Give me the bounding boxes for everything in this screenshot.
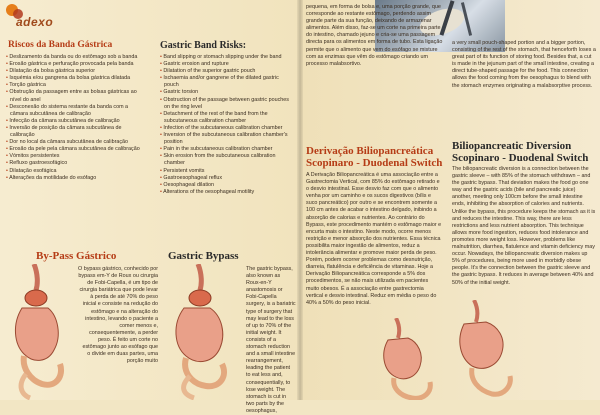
en-diversion-illustration	[452, 300, 516, 400]
pt-bypass-illustration	[4, 264, 74, 400]
risk-item: • Torção gástrica	[6, 82, 146, 89]
risk-item: • Dilatação da bolsa gástrica superior	[6, 68, 146, 75]
risk-item: • Persistent vomits	[160, 168, 294, 175]
en-diversion-text: The biliopancreatic diversion is a connection between the gastric sleeve – with 85% of the stomach withdrawn – and the gastric bypass. That deviation makes the food go one way and the gastric acids (bile and pancreatic juice) another, meeting only 100cm before the small intestine ends, inhibiting the absorption of calories and nutrients. Unlike the bypass, this procedure keeps the stomach as it is and reduces the intestine. This way, there are less restrictions and less nutrient absorption. This technique allows more food ingestion, reduces food intolerance and promotes more weight loss. However, problems like malnutrition, diarrhea, flatulence and vitamin deficiency may occur. Nowadays, the biliopancreatic diversion makes up 5% of procedures, being more used in morbidly obese people. It's the connection between the gastric sleeve and the gastric bypass. It reduces in average between 40% and 50% of the initial weight.	[452, 166, 596, 286]
risk-item: • Gastric erosion and rupture	[160, 61, 294, 68]
risk-item: • Isquémia e/ou gangrena da bolsa gástrica dilatada	[6, 75, 146, 82]
en-diversion-title-line2: Scopinaro - Duodenal Switch	[452, 152, 589, 164]
brand-logo	[6, 4, 54, 32]
en-bypass-title: Gastric Bypass	[168, 250, 239, 262]
risk-item: • Dilatação esofágica	[6, 168, 146, 175]
pt-diversion-title-line1: Derivação Biliopancreática	[306, 145, 434, 157]
risk-item: • Oesophageal dilation	[160, 182, 294, 189]
risk-item: • Detachment of the rest of the band from the subcutaneous calibration chamber	[160, 111, 294, 125]
pt-diversion-text: A Derivação Biliopancreática é uma associação entre a Gastrectomia Vertical, com 85% do estômago retirado e o desvio intestinal. Esse desvio faz com que o alimento venha por um caminho e os sucos digestivos (bílis e suco pancreático) por outro e se encontrem somente a 100 cm antes de acabar o intestino delgado, inibindo a absorção de calorias e nutrientes. Ao contrário do Bypass, este procedimento mantém o estômago maior e encurta mais o intestino. Neste modo, ocorre menos restrição e menor absorção dos nutrientes. Essa técnica possibilita maior ingestão de alimentos, reduz a intolerância alimentar e promove maior perda de peso. Porém, podem ocorrer problemas como desnutrição, diarreia, flatulência e deficiência de vitaminas. Hoje a Derivação Biliopancreática corresponde a 5% dos procedimentos, se não mais utilizada em pacientes muito obesos. É a associação entre gastrectomia vertical e desvio intestinal. Reduz em média o peso do 40% a 50% do peso inicial.	[306, 172, 442, 306]
risk-item: • Alterations of the oesophageal motility	[160, 189, 294, 196]
page-spine	[297, 0, 303, 400]
risk-item: • Skin erosion from the subcutaneous calibration chamber	[160, 153, 294, 167]
risk-item: • Band slipping or stomach slipping under the band	[160, 54, 294, 61]
risk-item: • Obstrução da passagem entre as bolsas gástricas ao nível do anel	[6, 89, 146, 103]
risk-item: • Dor no local da câmara subcutânea de calibração	[6, 139, 146, 146]
risk-item: • Pain in the subcutaneous calibration chamber	[160, 146, 294, 153]
en-risks-title: Gastric Band Risks:	[160, 40, 247, 51]
risk-item: • Gastroesophageal reflux	[160, 175, 294, 182]
risk-item: • Refluxo gastroesofágico	[6, 160, 146, 167]
risk-item: • Erosão da pele pela câmara subcutânea de calibração	[6, 146, 146, 153]
pt-diversion-title-line2: Scopinaro - Duodenal Switch	[306, 157, 443, 169]
risk-item: • Infection of the subcutaneous calibration chamber	[160, 125, 294, 132]
en-bypass-continued: a very small pouch-shaped portion and a bigger portion, consisting of the rest of the stomach, that henceforth loses a great part of its function of storing food. Besides that, a cut is made in the jejunum part of the small intestine, creating a direct tube-shaped passage for the food. This connection allows the food coming from the oesophagus to blend with the stomach enzymes originating a malabsorptive process.	[452, 40, 596, 89]
risk-item: • Ischaemia and/or gangrene of the dilated gastric pouch	[160, 75, 294, 89]
en-risks-list	[160, 54, 294, 196]
risk-item: • Inversão de posição da câmara subcutânea de calibração	[6, 125, 146, 139]
pt-bypass-title: By-Pass Gástrico	[36, 250, 117, 262]
pt-diversion-illustration	[376, 318, 438, 400]
risk-item: • Infecção da câmara subcutânea de calibração	[6, 118, 146, 125]
en-diversion-title-line1: Biliopancreatic Diversion	[452, 140, 572, 152]
risk-item: • Inversion of the subcutaneous calibration chamber's position	[160, 132, 294, 146]
pt-risks-title: Riscos da Banda Gástrica	[8, 40, 113, 50]
brand-name: adexo	[16, 15, 54, 29]
pt-risks-list	[6, 54, 146, 182]
risk-item: • Desconexão do sistema restante da banda com a câmara subcutânea de calibração	[6, 104, 146, 118]
risk-item: • Dilatation of the superior gastric pouch	[160, 68, 294, 75]
risk-item: • Vómitos persistentes	[6, 153, 146, 160]
risk-item: • Gastric torsion	[160, 89, 294, 96]
pt-bypass-text: O bypass gástrico, conhecido por bypass em-Y de Roux ou cirurgia de Fobi-Capella, é um tipo de cirurgia bariátrica que pode levar à perda de até 70% do peso inicial e consiste na redução do estômago e na alteração do intestino, levando o paciente a comer menos e, consequentemente, a perder peso. É feito um corte no estômago junto ao esófago que o divide em duas partes, uma porção muito	[78, 266, 159, 365]
en-bypass-illustration	[160, 264, 240, 400]
risk-item: • Obstruction of the passage between gastric pouches on the ring level	[160, 97, 294, 111]
risk-item: • Deslizamento da banda ou do estômago sob a banda	[6, 54, 146, 61]
pt-bypass-continued: pequena, em forma de bolsa e, uma porção grande, que corresponde ao restante estômago, perdendo assim grande parte da sua função, deixando de armazenar alimentos. Além disso, faz-se um corte na primeira parte do intestino, chamado jejuno e cria-se uma passagem directa para os alimentos em forma de tubo. Esta ligação permite que o alimento que vem do esófago se misture com as enzimas que vêm do estômago criando um processo malabsortivo.	[306, 4, 443, 67]
risk-item: • Alterações da motilidade do esófago	[6, 175, 146, 182]
risk-item: • Erosão gástrica e perfuração provocada pela banda	[6, 61, 146, 68]
en-bypass-text: The gastric bypass, also known as Roux-en-Y anastomosis or Fobi-Capella surgery, is a bariatric type of surgery that may lead to the loss of up to 70% of the initial weight. It consists of a stomach reduction and a small intestine rearrangement, leading the patient to eat less and, consequentially, to lose weight. The stomach is cut in two parts by the oesophagus,	[246, 266, 296, 414]
